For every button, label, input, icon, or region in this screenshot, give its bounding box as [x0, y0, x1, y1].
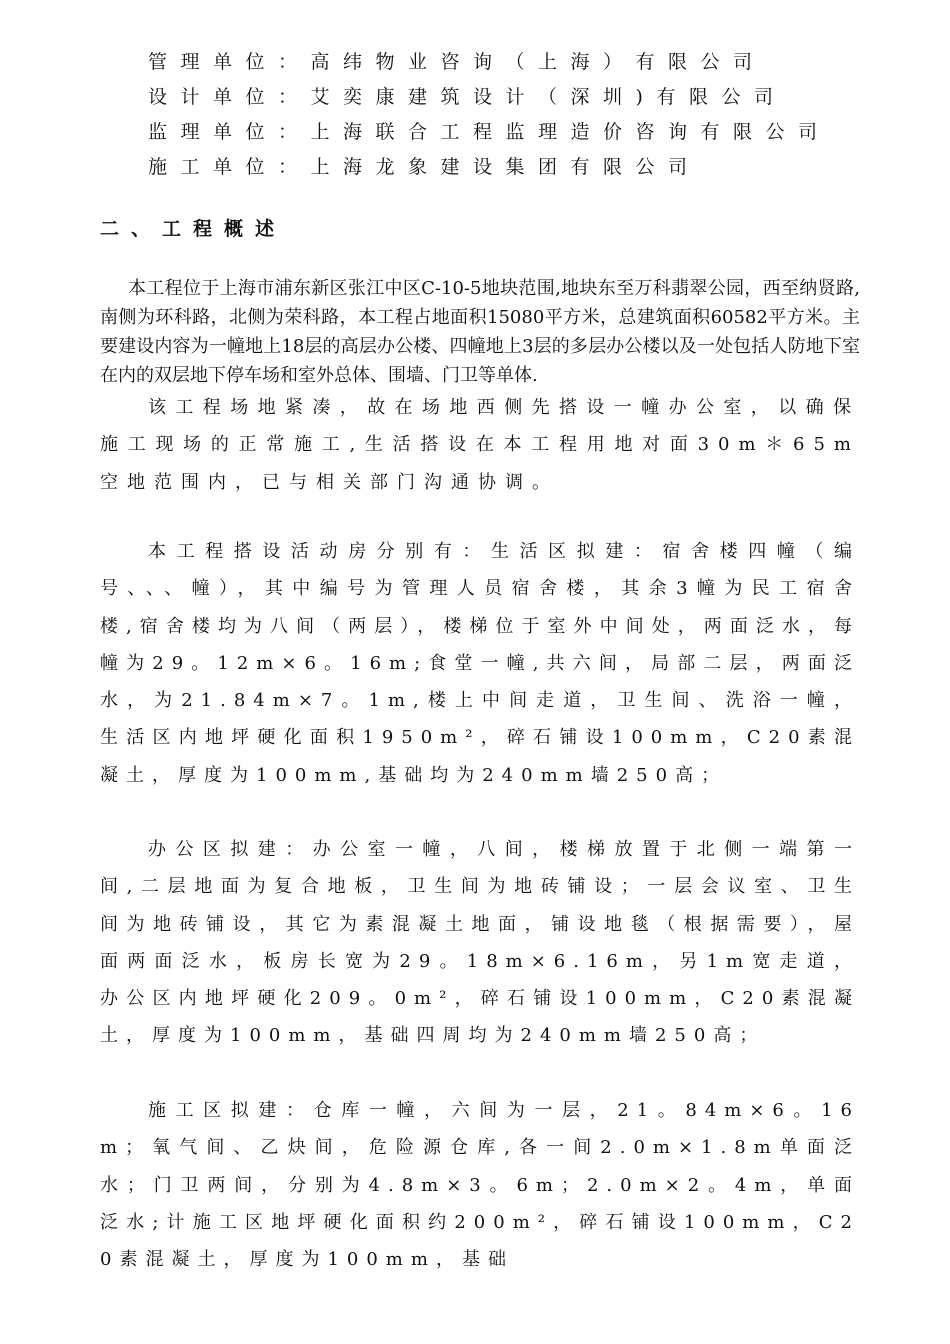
paragraph-office-area: 办公区拟建：办公室一幢，八间，楼梯放置于北侧一端第一间,二层地面为复合地板，卫生间为地砖铺设；一层会议室、卫生间为地砖铺设，其它为素混凝土地面，铺设地毯（根据需要），屋面两面泛水，板房长宽为29。18m×6.16m，另1m宽走道，办公区内地坪硬化209。0m²，碎石铺设100mm，C20素混凝土，厚度为100mm，基础四周均为240mm墙250高；: [100, 839, 860, 1047]
unit-row-design: [148, 85, 786, 109]
paragraph-construction-area: 施工区拟建：仓库一幢，六间为一层，21。84m×6。16m；氧气间、乙炔间，危险源仓库,各一间2.0m×1.8m单面泛水；门卫两间，分别为4.8m×3。6m；2.0m×2。4m，单面泛水;计施工区地坪硬化面积约200m²，碎石铺设100mm，C20素混凝土，厚度为100mm，基础: [100, 1100, 860, 1271]
unit-value: 高纬物业咨询（上海）有限公司: [310, 51, 766, 73]
unit-colon: ：: [278, 86, 311, 108]
unit-row-supervision: [148, 120, 831, 144]
unit-label: 监理单位: [148, 121, 279, 143]
unit-value: 艾奕康建筑设计（深圳)有限公司: [310, 86, 787, 108]
unit-label: 施工单位: [148, 156, 279, 178]
unit-label: 管理单位: [148, 51, 279, 73]
paragraph-overview: 本工程位于上海市浦东新区张江中区C-10-5地块范围,地块东至万科翡翠公园，西至纳贤路,南侧为环科路，北侧为荣科路，本工程占地面积15080平方米，总建筑面积60582平方米。主要建设内容为一幢地上18层的高层办公楼、四幢地上3层的多层办公楼以及一处包括人防地下室在内的双层地下停车场和室外总体、围墙、门卫等单体.: [100, 278, 860, 386]
unit-row-management: [148, 50, 766, 74]
unit-row-construction: [148, 155, 701, 179]
unit-value: 上海龙象建设集团有限公司: [310, 156, 701, 178]
unit-colon: ：: [278, 156, 311, 178]
unit-label: 设计单位: [148, 86, 279, 108]
unit-colon: ：: [278, 121, 311, 143]
section-heading: 二、工程概述: [100, 218, 287, 240]
unit-value: 上海联合工程监理造价咨询有限公司: [310, 121, 831, 143]
paragraph-site: 该工程场地紧凑，故在场地西侧先搭设一幢办公室，以确保施工现场的正常施工,生活搭设在本工程用地对面30m＊65m空地范围内，已与相关部门沟通协调。: [100, 397, 860, 493]
paragraph-living-area: 本工程搭设活动房分别有：生活区拟建：宿舍楼四幢（编号、、、幢），其中编号为管理人员宿舍楼，其余3幢为民工宿舍楼,宿舍楼均为八间（两层），楼梯位于室外中间处，两面泛水，每幢为29。12m×6。16m;食堂一幢,共六间，局部二层，两面泛水，为21.84m×7。1m,楼上中间走道，卫生间、洗浴一幢，生活区内地坪硬化面积1950m²，碎石铺设100mm，C20素混凝土，厚度为100mm,基础均为240mm墙250高；: [100, 541, 860, 786]
unit-colon: ：: [278, 51, 311, 73]
